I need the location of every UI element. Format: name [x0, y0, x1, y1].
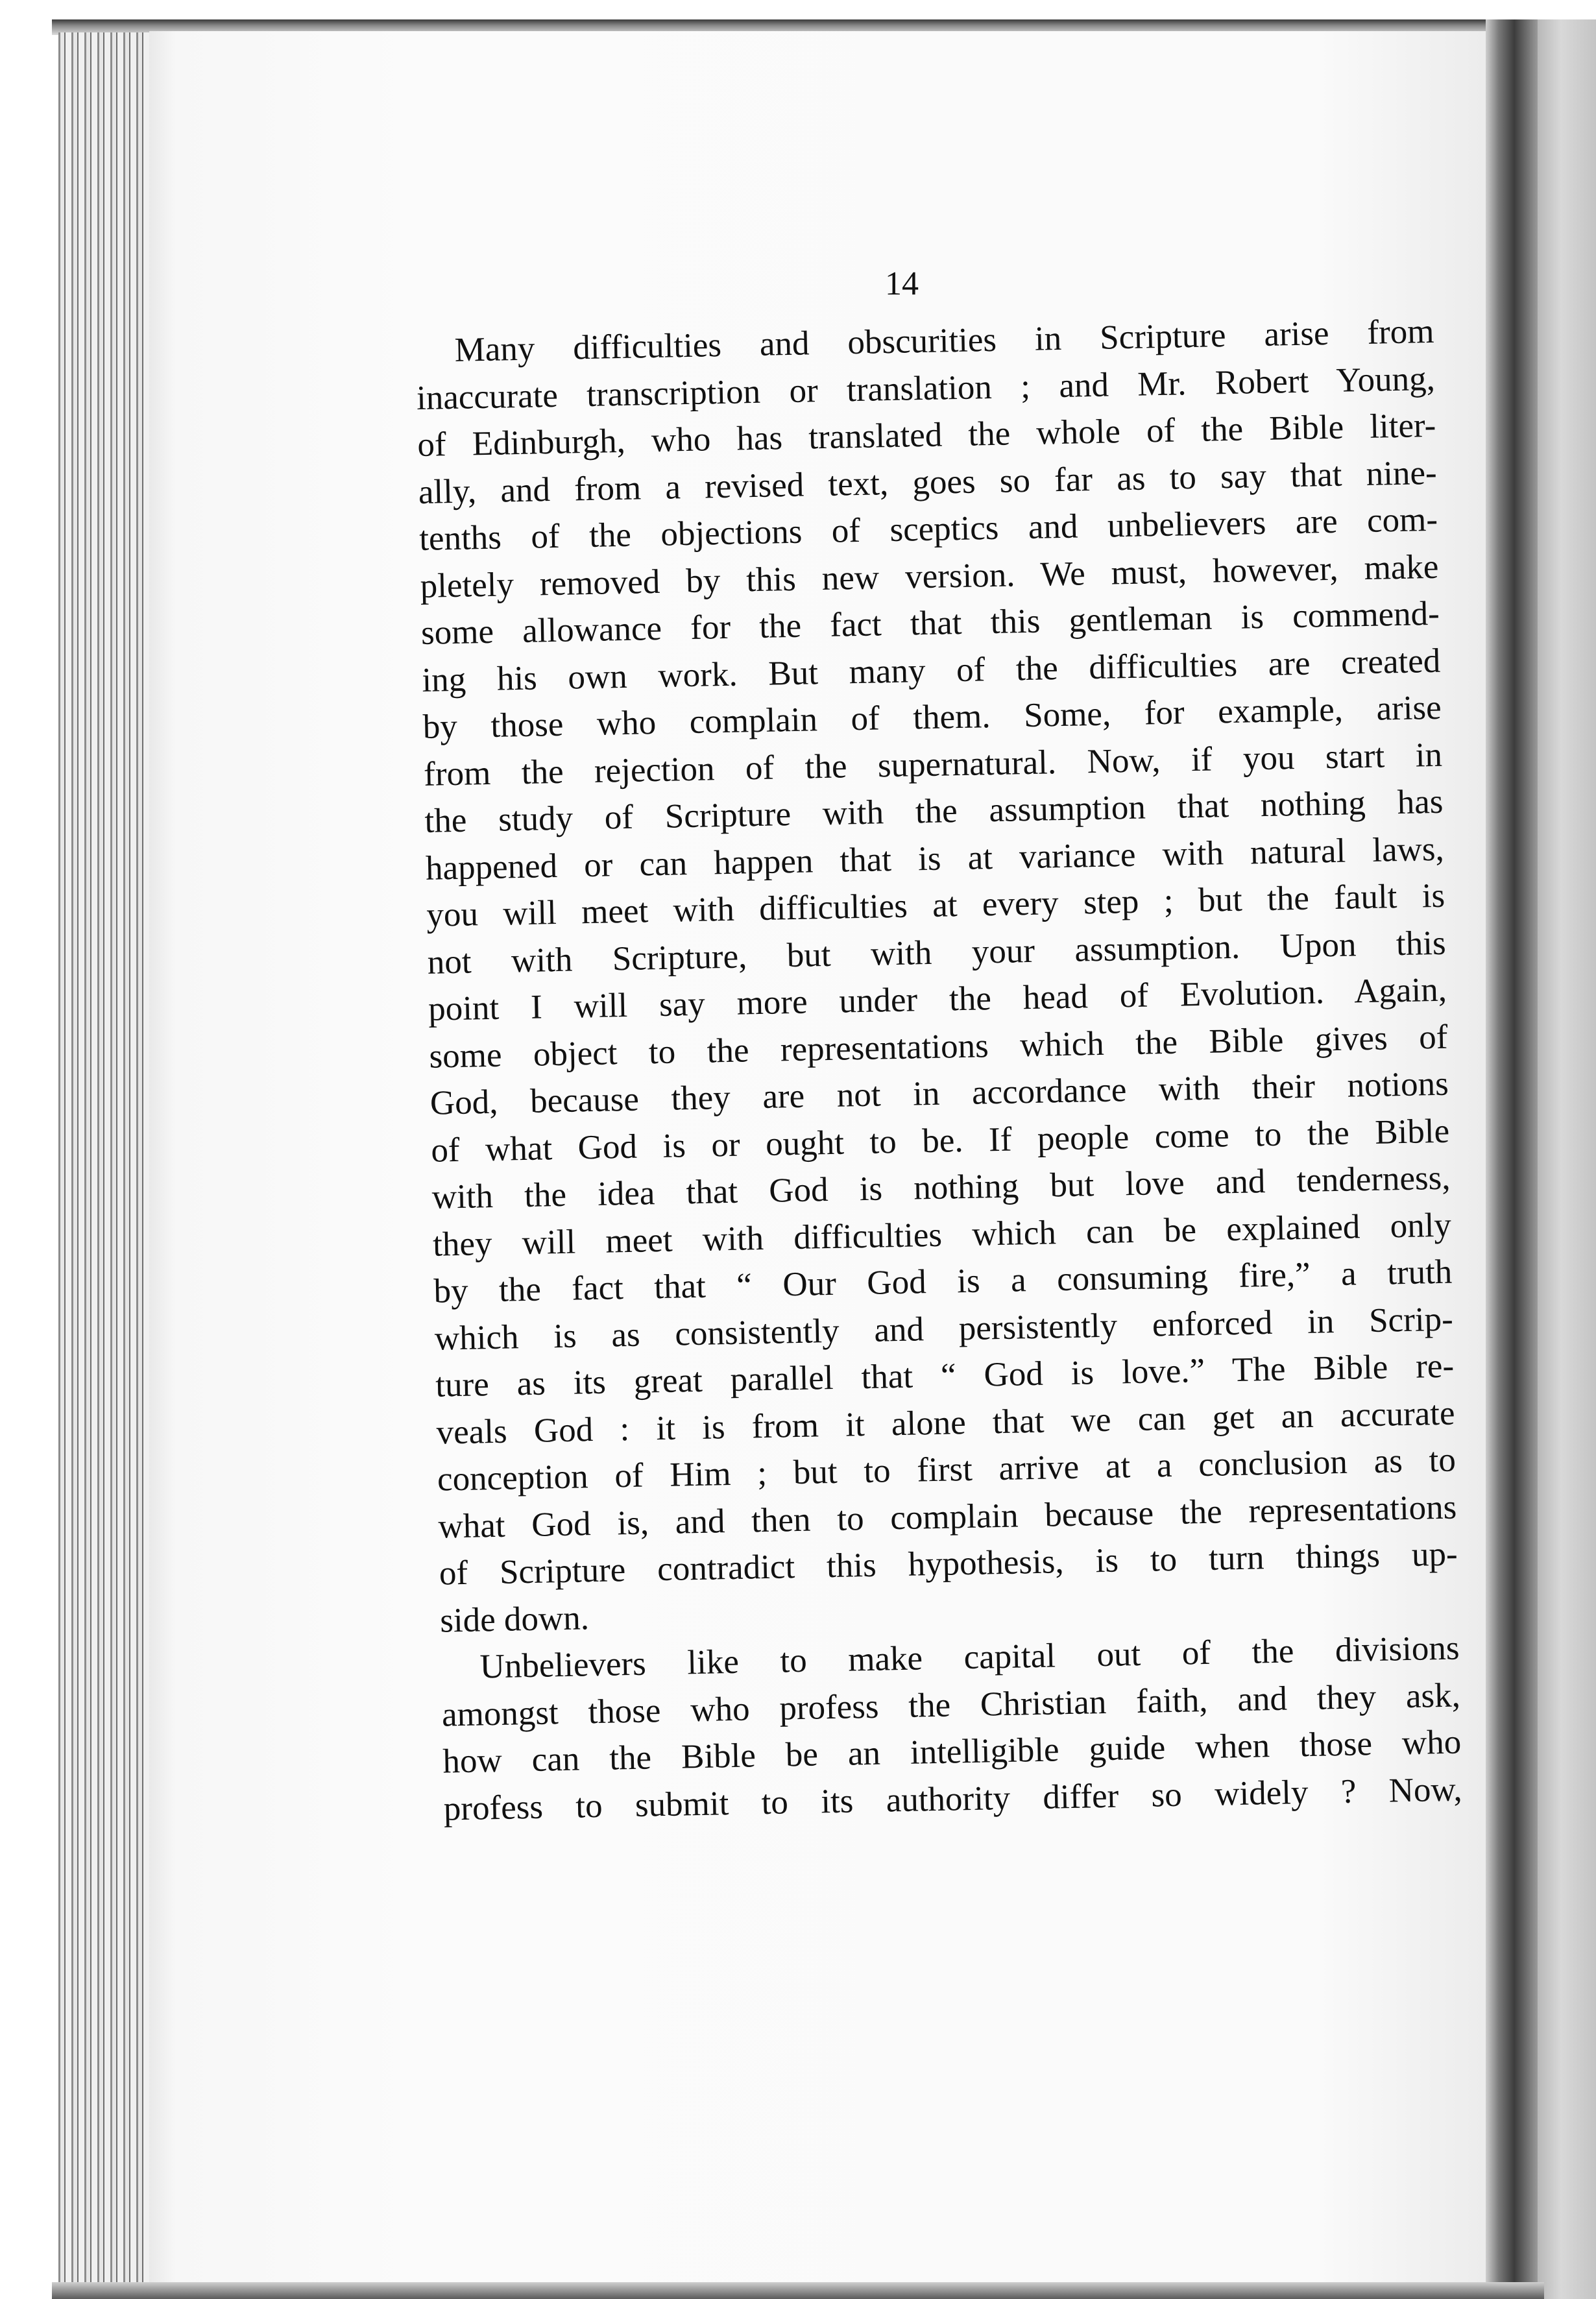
text-line: veals God : it is from it alone that we can get an accurate: [436, 1394, 1455, 1452]
book-bottom-edge: [52, 2282, 1544, 2299]
text-line: tenths of the objections of sceptics and unbelievers are com-: [418, 500, 1438, 558]
text-line: what God is, and then to complain because the representations: [437, 1488, 1457, 1546]
text-line: they will meet with difficulties which can be explained only: [432, 1206, 1452, 1264]
text-line: amongst those who profess the Christian faith, and they ask,: [441, 1676, 1461, 1734]
text-line: some allowance for the fact that this gentleman is commend-: [420, 594, 1440, 652]
spine-shadow: [1486, 19, 1538, 2290]
text-line: happened or can happen that is at variance with natural laws,: [425, 830, 1445, 887]
text-line: side down.: [439, 1598, 590, 1640]
text-line: God, because they are not in accordance with their notions: [429, 1065, 1449, 1122]
text-line: how can the Bible be an intelligible guide when those who: [442, 1723, 1462, 1781]
facing-page-strip: [1538, 19, 1596, 2299]
text-line: which is as consistently and persistently enforced in Scrip-: [434, 1300, 1454, 1358]
text-line: from the rejection of the supernatural. Now, if you start in: [423, 736, 1443, 793]
text-line: the study of Scripture with the assumption that nothing has: [424, 782, 1444, 840]
page-number: 14: [885, 265, 919, 302]
paragraph-1: [415, 308, 1459, 1644]
text-line: with the idea that God is nothing but love and tenderness,: [431, 1159, 1451, 1216]
text-line: conception of Him ; but to first arrive at a conclusion as to: [437, 1441, 1457, 1499]
text-line: ally, and from a revised text, goes so far as to say that nine-: [418, 453, 1438, 511]
text-line: Unbelievers like to make capital out of the divisions: [479, 1629, 1460, 1686]
text-line: not with Scripture, but with your assumption. Upon this: [427, 924, 1447, 981]
paragraph-2: [441, 1624, 1462, 1832]
body-text: [415, 308, 1462, 1833]
text-line: some object to the representations which the Bible gives of: [429, 1018, 1448, 1076]
text-line: inaccurate transcription or translation ; and Mr. Robert Young,: [416, 359, 1436, 417]
text-line: point I will say more under the head of Evolution. Again,: [428, 970, 1447, 1028]
text-line: of Edinburgh, who has translated the whole of the Bible liter-: [417, 406, 1436, 464]
page-stack-edge: [58, 32, 156, 2283]
text-line: Many difficulties and obscurities in Scripture arise from: [454, 312, 1434, 369]
text-line: of Scripture contradict this hypothesis, is to turn things up-: [439, 1535, 1458, 1593]
text-line: ing his own work. But many of the difficulties are created: [421, 642, 1441, 699]
text-line: profess to submit to its authority differ so widely ? Now,: [443, 1770, 1463, 1828]
text-line: ture as its great parallel that “ God is love.” The Bible re-: [435, 1347, 1455, 1404]
text-line: of what God is or ought to be. If people come to the Bible: [430, 1112, 1450, 1170]
text-line: you will meet with difficulties at every step ; but the fault is: [426, 876, 1445, 934]
text-line: by the fact that “ Our God is a consuming fire,” a truth: [433, 1253, 1453, 1310]
text-line: by those who complain of them. Some, for example, arise: [422, 688, 1442, 746]
text-line: pletely removed by this new version. We must, however, make: [420, 548, 1439, 605]
